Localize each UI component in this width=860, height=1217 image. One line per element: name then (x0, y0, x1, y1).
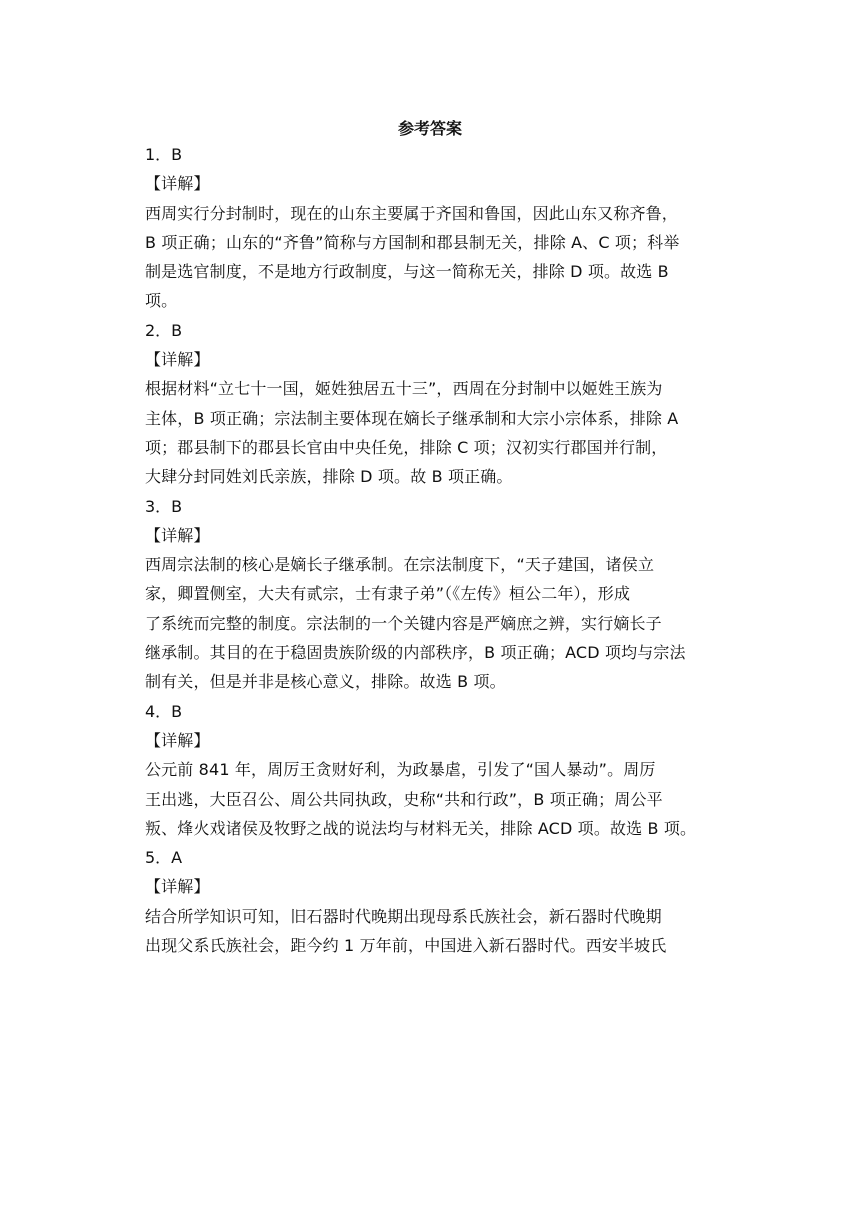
answer-item-2 (145, 316, 720, 492)
answer-item-1 (145, 140, 720, 316)
answer-item-3 (145, 492, 720, 697)
detail-line: 王出逃，大臣召公、周公共同执政，史称“共和行政”，B 项正确；周公平 (145, 789, 663, 809)
detail-line: B 项正确；山东的“齐鲁”简称与方国制和郡县制无关，排除 A、C 项；科举 (145, 232, 680, 252)
detail-line: 项；郡县制下的郡县长官由中央任免，排除 C 项；汉初实行郡国并行制， (145, 437, 668, 457)
detail-label: 【详解】 (145, 877, 210, 897)
page-title: 参考答案 (397, 119, 462, 138)
detail-line: 家，卿置侧室，大夫有贰宗，士有隶子弟”（《左传》桓公二年），形成 (145, 584, 631, 604)
detail-line: 项。 (145, 291, 178, 311)
detail-label: 【详解】 (145, 730, 210, 750)
detail-label: 【详解】 (145, 525, 210, 545)
detail-line: 公元前 841 年，周厉王贪财好利，为政暴虐，引发了“国人暴动”。周厉 (145, 760, 656, 780)
answer-list (145, 140, 720, 960)
detail-label: 【详解】 (145, 174, 210, 194)
detail-line: 叛、烽火戏诸侯及牧野之战的说法均与材料无关，排除 ACD 项。故选 B 项。 (145, 818, 697, 838)
answer-item-4 (145, 697, 720, 843)
detail-label: 【详解】 (145, 350, 210, 370)
answer-number: 3．B (145, 496, 183, 516)
detail-line: 了系统而完整的制度。宗法制的一个关键内容是严嫡庶之辨，实行嫡长子 (145, 613, 662, 633)
answer-number: 2．B (145, 320, 183, 340)
detail-line: 继承制。其目的在于稳固贵族阶级的内部秩序，B 项正确；ACD 项均与宗法 (145, 643, 686, 663)
detail-line: 出现父系氏族社会，距今约 1 万年前，中国进入新石器时代。西安半坡氏 (145, 936, 667, 956)
detail-line: 结合所学知识可知，旧石器时代晚期出现母系氏族社会，新石器时代晚期 (145, 906, 662, 926)
detail-line: 制是选官制度，不是地方行政制度，与这一简称无关，排除 D 项。故选 B (145, 262, 669, 282)
detail-line: 西周宗法制的核心是嫡长子继承制。在宗法制度下，“天子建国，诸侯立 (145, 555, 655, 575)
detail-line: 制有关，但是并非是核心意义，排除。故选 B 项。 (145, 672, 506, 692)
detail-line: 根据材料“立七十一国，姬姓独居五十三”，西周在分封制中以姬姓王族为 (145, 379, 663, 399)
answer-number: 4．B (145, 701, 183, 721)
answer-number: 5．A (145, 848, 183, 868)
detail-line: 大肆分封同姓刘氏亲族，排除 D 项。故 B 项正确。 (145, 467, 513, 487)
answer-item-5 (145, 843, 720, 960)
detail-line: 西周实行分封制时，现在的山东主要属于齐国和鲁国，因此山东又称齐鲁， (145, 203, 678, 223)
answer-number: 1．B (145, 145, 183, 164)
detail-line: 主体，B 项正确；宗法制主要体现在嫡长子继承制和大宗小宗体系，排除 A (145, 408, 679, 428)
